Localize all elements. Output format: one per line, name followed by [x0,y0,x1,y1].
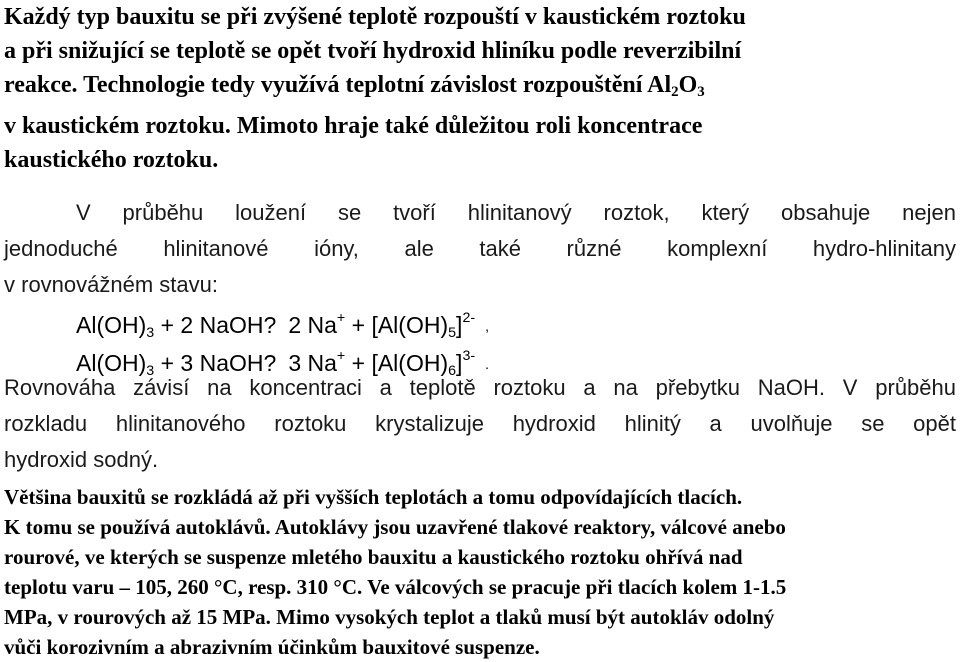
paragraph-bauxite-dissolution [4,0,746,177]
text-line: reakce. Technologie tedy využívá teplotní závislost rozpouštění $Al_2O_3$ [4,72,705,100]
text-line: rozkladu hlinitanového roztoku krystalizuje hydroxid hlinitý a uvolňuje se opět [4,411,956,436]
text-line: rourové, ve kterých se suspenze mletého bauxitu a kaustického roztoku ohřívá nad [4,545,743,569]
text-line: K tomu se používá autoklávů. Autoklávy jsou uzavřené tlakové reaktory, válcové anebo [4,515,786,539]
text-line: V průběhu loužení se tvoří hlinitanový roztok, který obsahuje nejen [76,200,956,225]
text-line: kaustického roztoku. [4,147,219,173]
paragraph-autoclaves [4,482,786,662]
paragraph-leaching [4,195,956,303]
text-line: jednoduché hlinitanové ióny, ale také různé komplexní hydro-hlinitany [4,236,956,261]
text-line: vůči korozivním a abrazivním účinkům bauxitové suspenze. [4,635,540,659]
text-line: MPa, v rourových až 15 MPa. Mimo vysokých teplot a tlaků musí být autokláv odolný [4,605,775,629]
paragraph-equilibrium [4,370,956,478]
equation-2: $Al(OH)_3 + 3$ NaOH? 3 $Na^+ + [Al(OH)_6]^{3-}$ . [76,348,489,379]
text-line: Většina bauxitů se rozkládá až při vyšších teplotách a tomu odpovídajících tlacích. [4,485,743,509]
text-line: v kaustickém roztoku. Mimoto hraje také důležitou roli koncentrace [4,113,703,139]
text-line: hydroxid sodný. [4,447,159,472]
text-line: v rovnovážném stavu: [4,272,218,297]
text-line: a při snižující se teplotě se opět tvoří hydroxid hliníku podle reverzibilní [4,38,742,64]
text-line: Každý typ bauxitu se při zvýšené teplotě rozpouští v kaustickém roztoku [4,4,746,30]
equation-1: $Al(OH)_3 + 2$ NaOH? 2 $Na^+ + [Al(OH)_5]^{2-}$ , [76,310,489,341]
text-line: Rovnováha závisí na koncentraci a teplotě roztoku a na přebytku NaOH. V průběhu [4,375,956,400]
text-line: teplotu varu – 105, 260 °C, resp. 310 °C. Ve válcových se pracuje při tlacích kolem 1-1.5 [4,575,787,599]
